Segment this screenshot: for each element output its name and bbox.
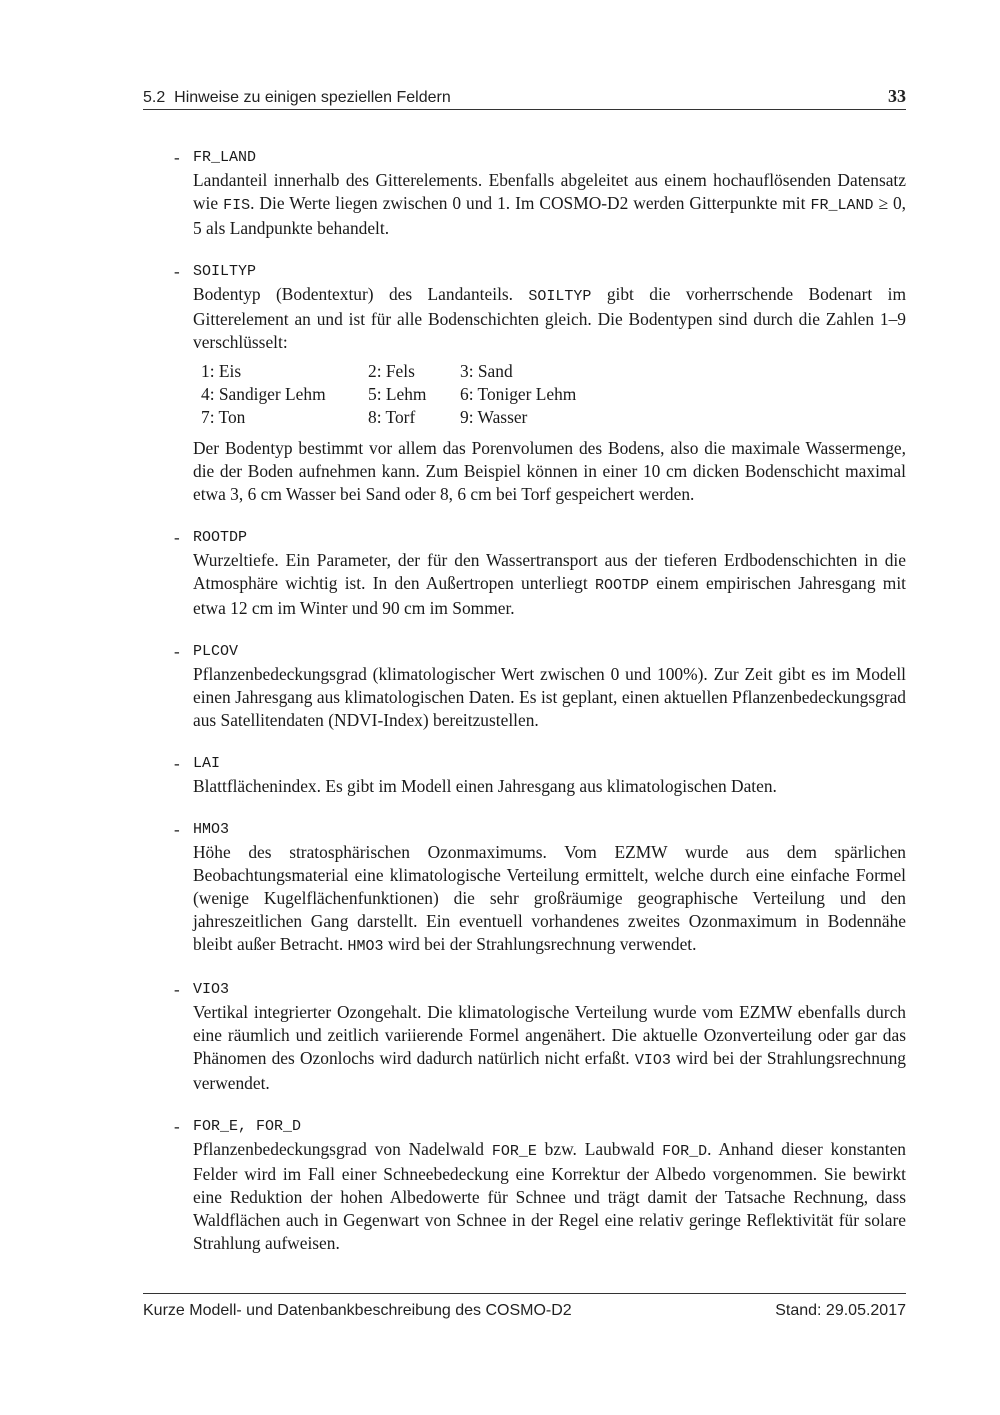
page-number: 33 [888,86,906,106]
item-soiltyp [174,260,906,506]
term-plcov: PLCOV [193,643,239,660]
bullet-dash: - [174,820,180,839]
item-hmo3 [174,818,906,958]
bullet-dash: - [174,1117,180,1136]
item-plcov [174,640,906,732]
term-fr-land: FR_LAND [193,149,257,166]
bullet-dash: - [174,754,180,773]
term-vio3: VIO3 [193,981,230,998]
term-for: FOR_E, FOR_D [193,1118,302,1135]
item-for [174,1115,906,1255]
item-fr-land [174,146,906,240]
footer-title: Kurze Modell- und Datenbankbeschreibung des COSMO-D2 [143,1302,572,1319]
table-cell: 6: Toniger Lehm [460,384,577,404]
header-rule [143,109,906,110]
term-rootdp: ROOTDP [193,529,248,546]
desc-lai: Blattflächenindex. Es gibt im Modell einen Jahresgang aus klimatologischen Daten. [193,776,777,796]
table-cell: 9: Wasser [460,407,528,427]
bullet-dash: - [174,980,180,999]
table-cell: 7: Ton [201,407,246,427]
footer-rule [143,1293,906,1294]
bullet-dash: - [174,262,180,281]
desc-fr-land: Landanteil innerhalb des Gitterelements. Ebenfalls abgeleitet aus einem hochauflösenden Datensatz wie FIS. Die Werte liegen zwischen 0 und 1. Im COSMO-D2 werden Gitterpunkte mit FR_LAND ≥ 0, 5 als Landpunkte behandelt. [193,170,906,238]
footer-date: Stand: 29.05.2017 [775,1302,906,1319]
desc-vio3: Vertikal integrierter Ozongehalt. Die klimatologische Verteilung wurde vom EZMW ebenfalls durch eine räumlich und zeitlich variierende Formel angenähert. Die aktuelle Ozonverteilung oder gar das Phänomen des Ozonlochs wird dadurch natürlich nicht erfaßt. VIO3 wird bei der Strahlungsrechnung verwendet. [193,1002,906,1093]
table-row [201,383,576,406]
table-cell: 4: Sandiger Lehm [201,384,326,404]
running-header [143,86,906,107]
section-title: 5.2 Hinweise zu einigen speziellen Feldern [143,89,451,106]
table-row [201,360,576,383]
bullet-dash: - [174,642,180,661]
term-hmo3: HMO3 [193,821,230,838]
term-lai: LAI [193,755,221,772]
desc-plcov: Pflanzenbedeckungsgrad (klimatologischer Wert zwischen 0 und 100%). Zur Zeit gibt es im Modell einen Jahresgang aus klimatologischen Daten. Es ist geplant, einen aktuellen Pflanzenbedeckungsgrad aus Satellitendaten (NDVI-Index) bereitzustellen. [193,664,906,730]
item-rootdp [174,526,906,620]
table-cell: 2: Fels [368,361,415,381]
bullet-dash: - [174,148,180,167]
desc-soiltyp-continued: Der Bodentyp bestimmt vor allem das Porenvolumen des Bodens, also die maximale Wassermenge, die der Boden aufnehmen kann. Zum Beispiel können in einer 10 cm dicken Bodenschicht maximal etwa 3, 6 cm Wasser bei Sand oder 8, 6 cm bei Torf gespeichert werden. [193,438,906,504]
term-soiltyp: SOILTYP [193,263,257,280]
desc-for: Pflanzenbedeckungsgrad von Nadelwald FOR_E bzw. Laubwald FOR_D. Anhand dieser konstanten Felder wird im Fall einer Schneebedeckung eine Korrektur der Albedo vorgenommen. Sie bewirkt eine Reduktion der hohen Albedowerte für Schnee und trägt damit der Tatsache Rechnung, dass Waldflächen auch in Gegenwart von Schnee in der Regel eine relativ geringe Reflektivität für solare Strahlung aufweisen. [193,1139,906,1253]
desc-soiltyp: Bodentyp (Bodentextur) des Landanteils. SOILTYP gibt die vorherrschende Bodenart im Gitterelement an und ist für alle Bodenschichten gleich. Die Bodentypen sind durch die Zahlen 1–9 verschlüsselt: [193,284,906,352]
bullet-dash: - [174,528,180,547]
field-list [174,146,906,1275]
soil-type-table [201,360,576,429]
table-cell: 1: Eis [201,361,242,381]
table-row [201,406,576,429]
running-footer [143,1302,906,1320]
item-lai [174,752,906,798]
desc-hmo3: Höhe des stratosphärischen Ozonmaximums. Vom EZMW wurde aus dem spärlichen Beobachtungsmaterial eine klimatologische Verteilung ermittelt, welche durch eine einfache Formel (wenige Kugelflächenfunktionen) die sehr großräumige geographische Verteilung und den jahreszeitlichen Gang darstellt. Ein eventuell vorhandenes zweites Ozonmaximum in Bodennähe bleibt außer Betracht. HMO3 wird bei der Strahlungsrechnung verwendet. [193,842,906,955]
item-vio3 [174,978,906,1095]
table-cell: 5: Lehm [368,384,427,404]
desc-rootdp: Wurzeltiefe. Ein Parameter, der für den Wassertransport aus der tieferen Erdbodenschichten in die Atmosphäre wichtig ist. In den Außertropen unterliegt ROOTDP einem empirischen Jahresgang mit etwa 12 cm im Winter und 90 cm im Sommer. [193,550,906,618]
table-cell: 3: Sand [460,361,513,381]
table-cell: 8: Torf [368,407,416,427]
